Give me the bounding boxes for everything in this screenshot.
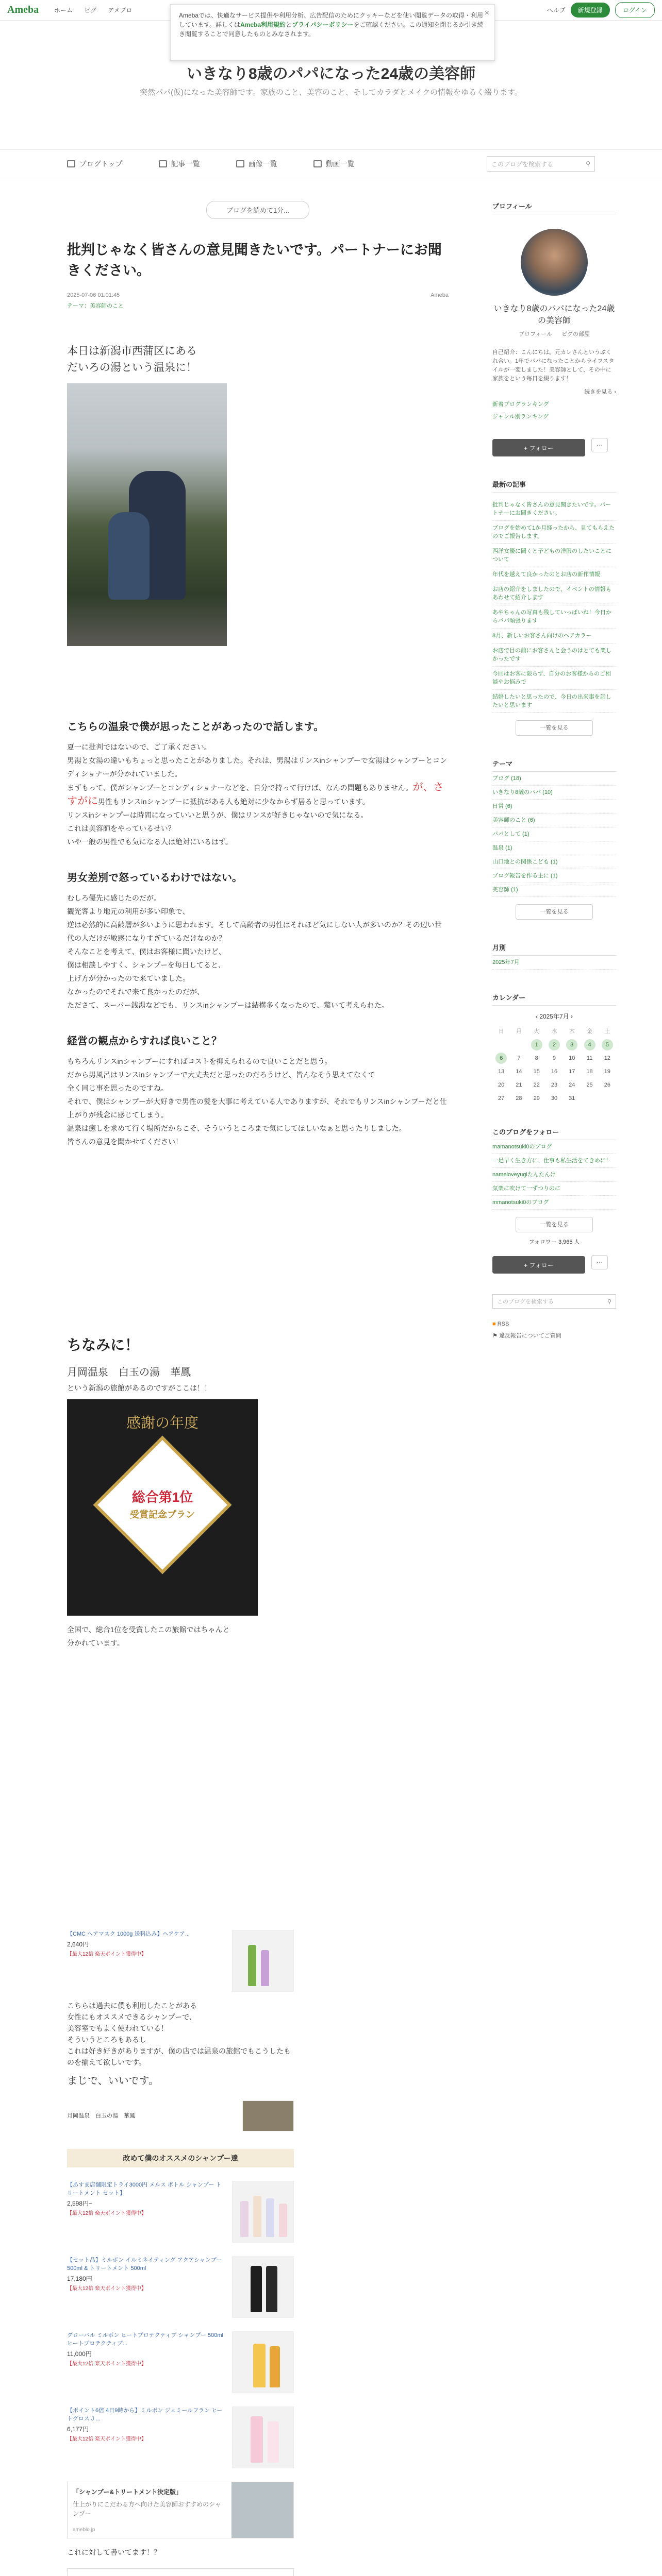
top-nav [54,6,132,14]
product-area [67,1917,294,2576]
search-icon[interactable]: ⚲ [607,1298,611,1305]
login-button[interactable]: ログイン [615,2,655,18]
latest-more-button[interactable]: 一覧を見る [516,720,593,736]
profile-heading: プロフィール [492,201,616,214]
theme-section [492,758,616,920]
calendar-day: 11 [586,1055,593,1061]
calendar-day: 19 [604,1069,610,1075]
onsen-name: 月岡温泉 白玉の湯 華鳳 [67,1367,191,1378]
post-title[interactable]: 批判じゃなく皆さんの意見聞きたいです。パートナーにお聞きください。 [67,242,442,278]
link-card-image [231,2482,293,2538]
bottle-shape [240,2201,249,2237]
profile-link[interactable]: プロフィール [519,331,552,337]
onsen-card-image[interactable] [242,2100,294,2131]
theme-more-button[interactable]: 一覧を見る [516,904,593,920]
award-image[interactable] [67,1399,258,1616]
calendar-section [492,992,616,1104]
calendar-day: 25 [586,1082,593,1088]
pigg-room-link[interactable]: ピグの部屋 [561,331,590,337]
rss-label: RSS [497,1321,509,1327]
latest-item[interactable]: 今回はお客に限らず、自分のお客様からのご相談やお悩みで [492,667,616,690]
recommend-banner: 改めて僕のオススメのシャンプー達 [67,2149,294,2167]
calendar-grid [492,1026,616,1104]
calendar-day: 16 [551,1069,558,1075]
product-image[interactable] [232,2181,294,2243]
follow-section [492,1127,616,1274]
latest-list [492,498,616,713]
follower-item[interactable]: 気楽に吹けて一ずつりのに [492,1182,616,1196]
theme-item[interactable]: 美容師のこと (6) [492,814,616,827]
product-card[interactable] [67,2181,294,2243]
product-card[interactable] [67,2331,294,2393]
follower-list [492,1140,616,1210]
nav-home[interactable]: ホーム [54,7,73,14]
bottle-shape [266,2266,277,2312]
next-post-button[interactable]: ブログを読めて1分... [206,201,309,219]
latest-item[interactable]: お店で目の前にお客さんと会うのはとても楽しかったです [492,643,616,667]
section-heading: 経営の観点からすれば良いこと？ [67,1036,222,1047]
profile-name[interactable]: いきなり8歳のパパになった24歳の美容師 [493,304,615,325]
calendar-day: 21 [516,1082,522,1088]
blog-link-card[interactable] [67,2482,294,2538]
theme-prefix: テーマ： [67,303,90,309]
prev-month-icon[interactable]: ‹ [535,1013,540,1020]
calendar-day: 13 [498,1069,505,1075]
calendar-day: 15 [533,1069,540,1075]
calendar-day: 28 [516,1095,522,1101]
avatar[interactable] [521,229,588,296]
calendar-day: 26 [604,1082,610,1088]
cookie-notice [170,4,495,61]
archive-list [492,956,616,970]
theme-item[interactable]: パパとして (1) [492,827,616,841]
blog-subtitle: 突然パパ(仮)になった美容師です。家族のこと、美容のこと、そしてカラダとメイクの情報をゆるく綴ります。 [140,88,522,97]
nav-articles[interactable] [159,159,200,169]
report-link[interactable] [492,1331,616,1340]
theme-list [492,772,616,897]
calendar-month-label: 2025年7月 [539,1013,569,1020]
latest-item[interactable]: 批判じゃなく皆さんの意見聞きたいです。パートナーにお聞きください。 [492,498,616,521]
archive-heading: 月別 [492,942,616,956]
calendar-day: 20 [498,1082,505,1088]
weekday-label: 月 [516,1028,522,1035]
award-sub-text: 受賞記念プラン [130,1510,195,1520]
photo-child [108,512,150,600]
theme-item[interactable]: 山口地との関係こども (1) [492,855,616,869]
profile-links [492,330,616,338]
product-point: 【最大12倍 楽天ポイント獲得中】 [67,1952,146,1957]
report-icon: ⚑ [492,1333,498,1339]
theme-link[interactable]: 美容師のこと [90,303,124,309]
product-point: 【最大12倍 楽天ポイント獲得中】 [67,2361,146,2367]
calendar-day[interactable]: 4 [584,1039,595,1050]
product-name[interactable]: 【セット品】ミルボン イルミネイティング アクアシャンプー 500ml & トリートメント 500ml [67,2257,222,2272]
theme-item[interactable]: 日常 (6) [492,800,616,814]
calendar-day: 10 [569,1055,575,1061]
weekday-label: 日 [498,1028,504,1035]
genre-ranking-link[interactable]: ジャンル別ランキング [492,414,549,420]
calendar-day[interactable]: 2 [549,1039,560,1050]
calendar-day: 24 [569,1082,575,1088]
link-card-desc: 仕上がりにこだわる方へ向けた美容師おすすめのシャンプー [73,2501,221,2517]
paragraph: むしろ優先に感じたのだが。 観光客より地元の利用が多い印象で、 逆は必然的に高齢層が多いように思われます。そして高齢者の男性はそれほど気にしない人が多いのか？その辺い世代の人だけが敏感になりすぎているだけなのか？ そんなことを考えて、僕はお客様に聞いたけど、 僕は相談しやすく、シャンプーを毎日してると、 上げ方が分かったので来ていました。 なかったのでそれで来て良かったのだが、 たださて、スーパー銭湯などでも、リンスinシャンプーは結構多くなったので、驚いて考えられた。 [67,894,442,1009]
read-more-link[interactable]: 続きを見る › [584,389,616,395]
calendar-day: 31 [569,1095,575,1101]
bottle-shape [261,1950,269,1986]
section-heading: 男女差別で怒っているわけではない。 [67,872,242,884]
reblog-badge[interactable]: Ameba [431,292,449,298]
paragraph: 全国で、総合1位を受賞したこの旅館ではちゃんと 分かれています。 [67,1625,230,1647]
ranking-link[interactable]: 新着プログランキング [492,401,549,408]
product-info [67,2331,226,2393]
theme-item[interactable]: いきなり8歳のパパ (10) [492,786,616,800]
product-image[interactable] [232,1930,294,1992]
theme-item[interactable]: ブログ (18) [492,772,616,786]
follower-item[interactable]: mmanotsuki0のブログ [492,1196,616,1210]
home-icon [67,160,75,167]
sidebar [492,201,616,1340]
award-main-text: 総合第1位 [131,1489,193,1505]
more-menu-icon[interactable]: ··· [591,438,608,452]
para-text: 夏一に批判ではないので、ご了承ください。 男湯と女湯の違いもちょっと思ったことがありました。それは、男湯はリンスinシャンプーで女湯はシャンプーとコンディショナーが分かれていました。 まずもって、僕がシャンプーとコンディショナーなどを、自分で持って行けば、なんの問題もありません。 [67,743,448,792]
lead-line: だいろの湯という温泉に！ [67,362,197,374]
follower-item[interactable]: 一足早く生き方に、仕事も私生活をてきめに！ [492,1154,616,1168]
product-price: 2,640円 [67,1941,89,1948]
latest-section [492,479,616,736]
highlight-text: が、さすがに [67,782,444,807]
calendar-day: 27 [498,1095,505,1101]
calendar-day: 7 [517,1055,521,1061]
latest-item[interactable]: 結婚したいと思ったので、今日の出来事を話したいと思います [492,690,616,713]
product-card[interactable] [67,2406,294,2468]
bottle-shape [253,2196,261,2237]
archive-section [492,942,616,970]
privacy-link[interactable]: プライバシーポリシー [292,21,354,28]
link-card-text [68,2482,231,2538]
cookie-text-2: と [286,21,292,28]
bottle-shape [248,1945,256,1986]
calendar-month [492,1012,616,1021]
follower-item[interactable]: mamanotsuki0のブログ [492,1140,616,1154]
award-top-text: 感謝の年度 [126,1415,198,1431]
calendar-day[interactable]: 1 [531,1039,542,1050]
paragraph: こちらは過去に僕も利用したことがある 女性にもオススメできるシャンプーで、 美容室でもよく使われている！ そういうところもあるし これは好き好きがありますが、僕の店では温泉の旅館でもこうしたものを揃えて欲しいです。 [67,2002,291,2066]
bottle-shape [268,2421,279,2463]
theme-item[interactable]: ブログ報告を作る主に (1) [492,869,616,883]
bottle-shape [253,2344,266,2387]
calendar-day[interactable]: 3 [566,1039,577,1050]
calendar-day: 30 [551,1095,558,1101]
video-icon [313,160,322,167]
lead-text [67,343,449,376]
product-info [67,2181,226,2243]
help-link[interactable]: ヘルプ [547,7,566,14]
section-heading: こちらの温泉で僕が思ったことがあったので話します。 [67,721,324,733]
post-photo[interactable] [67,383,227,646]
quote-text: まじで、いいです。 [67,2075,159,2087]
calendar-day [599,1093,616,1104]
blog-nav [0,149,662,178]
search-icon[interactable]: ⚲ [586,160,590,167]
product-card[interactable] [67,2256,294,2318]
calendar-day: 12 [604,1055,610,1061]
latest-item[interactable]: 8月、新しいお客さん向けのヘアカラー [492,629,616,643]
calendar-day [492,1039,510,1050]
profile-desc: 自己紹介：こんにちは。元カレさんというぶくれ合い。1年でパパになったことからライフスタイルが一変しました！美容師として、その中に家族をという毎日を綴ります！ [492,349,615,382]
weekday-label: 土 [604,1028,610,1035]
theme-item[interactable]: 温泉 (1) [492,841,616,855]
nav-label: 記事一覧 [171,160,200,168]
latest-item[interactable]: 年代を越えて良かったのとお店の新作情報 [492,567,616,582]
product-price: 6,177円 [67,2426,89,2433]
calendar-day: 18 [586,1069,593,1075]
side-search-placeholder: このブログを検索する [497,1299,554,1305]
latest-item[interactable]: あやちゃんの写真も残していっぱいね！今日からパパ頑張ります [492,605,616,629]
close-icon[interactable]: × [484,9,489,18]
calendar-day: 8 [535,1055,538,1061]
calendar-day[interactable]: 6 [495,1053,507,1064]
nav-pigg[interactable]: ピグ [84,7,97,14]
product-point: 【最大12倍 楽天ポイント獲得中】 [67,2211,146,2216]
bottle-shape [251,2266,262,2312]
next-month-icon[interactable]: › [569,1013,573,1020]
product-name[interactable]: 【CMC ヘアマスク 1000g 送料込み】ヘアケア... [67,1931,190,1937]
nav-ameblo[interactable]: アメブロ [108,7,133,14]
blog-search-input[interactable] [487,156,595,172]
related-card-list [67,2568,294,2576]
theme-item[interactable]: 美容師 (1) [492,883,616,897]
image-icon [236,160,244,167]
link-card-site: ameblo.jp [73,2527,95,2533]
main-content [67,201,449,1650]
onsen-card[interactable] [67,2100,294,2131]
product-card[interactable] [67,1930,294,1992]
product-point: 【最大12倍 楽天ポイント獲得中】 [67,2436,146,2442]
latest-item[interactable]: 西洋女優に聞くと子どもの洋服のしたいことについて [492,544,616,567]
nav-label: ブログトップ [79,160,123,168]
post-date: 2025-07-06 01:01:45 [67,292,120,298]
product-info [67,2256,226,2318]
calendar-day: 22 [533,1082,540,1088]
latest-item[interactable]: ブログを始めて1か月経ったから、見てもらえたのでご報告します。 [492,521,616,544]
ameba-logo[interactable]: Ameba [7,4,39,15]
product-price: 11,000円 [67,2350,92,2358]
search-placeholder: このブログを検索する [491,160,554,168]
report-label: 違反報告についてご質問 [499,1333,561,1339]
follow-heading: このブログをフォロー [492,1127,616,1140]
product-point: 【最大12倍 楽天ポイント獲得中】 [67,2286,146,2292]
calendar-day: 29 [533,1095,540,1101]
calendar-day [510,1039,527,1050]
blog-title[interactable]: いきなり8歳のパパになった24歳の美容師 [186,65,476,82]
weekday-label: 金 [587,1028,593,1035]
product-name[interactable]: グローバル ミルボン ヒートプロテクティブ シャンプー 500ml ヒートプロテクティブ... [67,2332,223,2347]
nav-label: 画像一覧 [248,160,277,168]
calendar-day: 17 [569,1069,575,1075]
product-image[interactable] [232,2331,294,2393]
calendar-day: 9 [552,1055,556,1061]
bottle-shape [270,2346,280,2387]
post-meta [67,292,449,298]
follow-button[interactable]: + フォロー [492,439,585,456]
rss-icon: ■ [492,1321,496,1327]
product-image[interactable] [232,2256,294,2318]
lead-line: 本日は新潟市西蒲区にある [67,345,197,357]
follow-button-2[interactable]: + フォロー [492,1256,585,1274]
section-heading-big: ちなみに！ [67,1337,140,1353]
bottle-shape [279,2204,287,2237]
nav-videos[interactable] [313,159,355,169]
calendar-day: 23 [551,1082,558,1088]
bottle-shape [251,2416,263,2463]
nav-images[interactable] [236,159,277,169]
calendar-day [581,1093,598,1104]
followers-count[interactable]: フォロワー 3,965 人 [528,1239,580,1245]
follow-row [492,434,616,456]
more-menu-icon[interactable]: ··· [591,1255,608,1269]
register-button[interactable]: 新規登録 [571,3,610,18]
product-price: 17,180円 [67,2275,92,2282]
latest-heading: 最新の記事 [492,479,616,493]
top-right [547,2,655,18]
follower-item[interactable]: nameloveyugiたんたんけ [492,1168,616,1182]
calendar-heading: カレンダー [492,992,616,1006]
paragraph: もちろんリンスinシャンプーにすればコストを抑えられるので良いことだと思う。 だから男風呂はリンスinシャンプーで大丈夫だと思ったのだろうけど、皆んなそう思えてなくて 全く同じ事を思ったのですね。 それで、僕はシャンプーが大好きで男性の髪を大事に考えている人でありますが、それでもリンスinシャンプーだと仕上がりが残念に感じてしまう。 温泉は癒しを求めて行く場所だからこそ、そういうところまで気にしてほしいなぁと思ったりしました。 皆さんの意見を聞かせてください！ [67,1057,447,1146]
nav-blog-top[interactable] [67,159,123,169]
nav-label: 動画一覧 [325,160,355,168]
product-name[interactable]: 【ポイント6倍 4日9時から】ミルボン ジェミールフラン ヒートグロス J ... [67,2408,223,2422]
paragraph [67,740,449,849]
related-heading: これに対して書いてます！？ [67,2548,161,2556]
onsen-card-name[interactable]: 月岡温泉 白玉の湯 華鳳 [67,2113,135,2119]
product-name[interactable]: 【あすま店舗限定トライ3000円 メルス ボトル シャンプー トリートメント セット】 [67,2182,222,2196]
cookie-text-1: Amebaでは、快適なサービス提供や利用分析、広告配信のためにクッキーなどを使い閲覧データの取得・利用しています。詳しくは [179,12,484,28]
sidebar-search-input[interactable] [492,1294,616,1309]
product-info [67,1930,226,1992]
calendar-day: 14 [516,1069,522,1075]
archive-item[interactable]: 2025年7月 [492,956,616,970]
para-text: 男性もリンスinシャンプーに抵抗がある人も絶対に少なからず居ると思っています。 リンスinシャンプーは時間になっていいと思うが、僕はリンスが好きじゃないので気になる。 これは美容師をやっているせい？ いや一般の男性でも気になる人は絶対にいるはず。 [67,798,370,846]
cookie-text-3: をご確認ください。この通知を閉じるか引き続き閲覧することで同意したものとみなされます。 [179,21,484,38]
product-price: 2,598円~ [67,2200,93,2207]
weekday-label: 水 [551,1028,557,1035]
link-card-title: 「シャンプー&トリートメント決定版」 [73,2488,182,2496]
rss-link[interactable] [492,1321,616,1327]
follow-more-button[interactable]: 一覧を見る [516,1217,593,1232]
calendar-day[interactable]: 5 [602,1039,613,1050]
latest-item[interactable]: お店の紹介をしましたので、イベントの情報もあわせて紹介します [492,582,616,605]
post-theme [67,301,449,310]
product-info [67,2406,226,2468]
weekday-label: 火 [534,1028,540,1035]
onsen-desc: という新潟の旅館があるのですがここは！！ [67,1384,211,1392]
weekday-label: 木 [569,1028,575,1035]
theme-heading: テーマ [492,758,616,772]
terms-link[interactable]: Ameba利用規約 [240,21,286,28]
bottle-shape [266,2198,274,2237]
follow-row-2 [492,1251,616,1274]
product-image[interactable] [232,2406,294,2468]
list-icon [159,160,167,167]
